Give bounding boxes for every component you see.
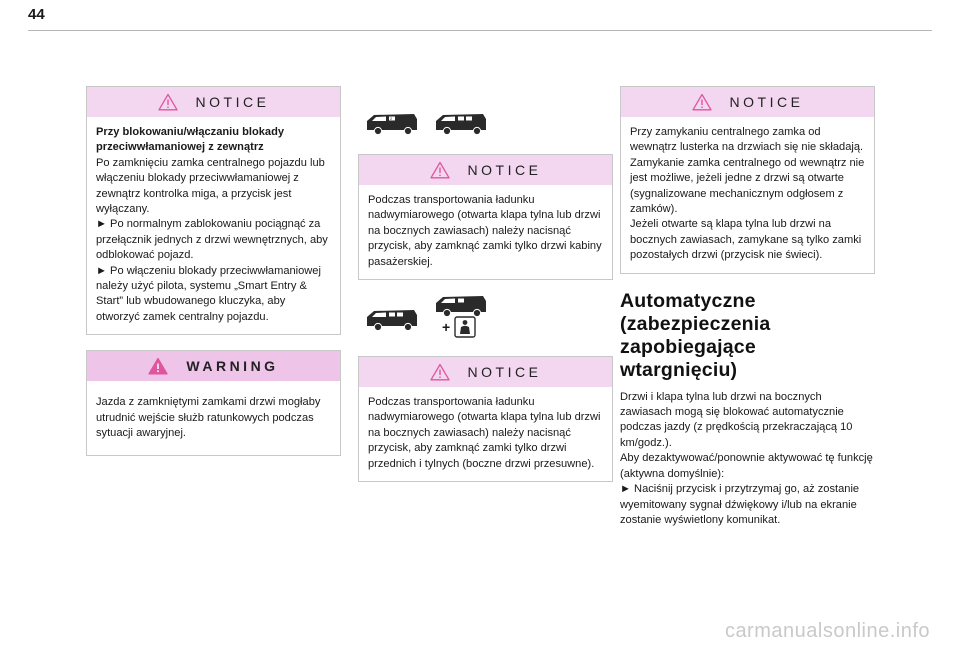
body-paragraph: Aby dezaktywować/ponownie aktywować tę funkcję (aktywna domyślnie): [620,452,873,480]
warning-text: Jazda z zamkniętymi zamkami drzwi mogłaby utrudnić wejście służb ratunkowych podczas sytuacji awaryjnej. [96,396,321,440]
plus-sign: + [442,319,451,336]
warning-header-label: WARNING [186,358,279,375]
notice-line: Zamykanie zamka centralnego od wewnątrz nie jest możliwe, jeżeli jedne z drzwi są otwarte (sygnalizowane mechanicznym odgłosem z zamków). [630,156,865,216]
warning-box [86,350,341,455]
notice-body [359,387,612,481]
notice-body [87,117,340,334]
notice-line: Jeżeli otwarte są klapa tylna lub drzwi na bocznych zawiasach, zamykane są tylko zamki pozostałych drzwi (przycisk nie świeci). [630,218,862,262]
van-icon [364,306,420,332]
notice-line: ► Po włączeniu blokady przeciwwłamaniowej należy użyć pilota, systemu „Smart Entry & Start” lub wbudowanego kluczyka, aby otworzyć zamek centralny pojazdu. [96,264,321,323]
notice-box-lock [86,86,341,335]
notice-box-cargo-1 [358,154,613,280]
column-2 [358,100,613,482]
svg-text:2: 2 [390,116,393,122]
column-1 [86,86,341,456]
notice-header [359,357,612,387]
van-icon [433,292,489,318]
notice-header-label: NOTICE [195,94,270,110]
notice-line: Po zamknięciu zamka centralnego pojazdu lub włączeniu blokady przeciwwłamaniowej z zewnątrz kontrolka miga, a przycisk jest wyłączany. [96,156,325,216]
body-paragraph: ► Naciśnij przycisk i przytrzymaj go, aż zostanie wyemitowany sygnał dźwiękowy i/lub na ekranie zostanie wyświetlony komunikat. [620,483,860,526]
page-number: 44 [28,6,45,23]
notice-body [621,117,874,273]
section-body [620,390,875,529]
notice-line: Przy zamykaniu centralnego zamka od wewnątrz lusterka na drzwiach się nie składają. [630,126,864,154]
notice-header [621,87,874,117]
seat-badge-icon [454,316,476,338]
warning-triangle-icon [148,357,168,375]
column-3 [620,86,875,528]
warning-triangle-icon [430,363,450,381]
notice-header-label: NOTICE [467,162,542,178]
warning-triangle-icon [430,161,450,179]
notice-header [87,87,340,117]
notice-text: Podczas transportowania ładunku nadwymiarowego (otwarta klapa tylna lub drzwi na bocznych zawiasach) należy nacisnąć przycisk, aby zamknąć zamki tylko drzwi kabiny pasażerskiej. [368,194,602,268]
warning-triangle-icon [692,93,712,111]
notice-header-label: NOTICE [729,94,804,110]
notice-text: Podczas transportowania ładunku nadwymiarowego (otwarta klapa tylna lub drzwi na bocznych zawiasach) należy nacisnąć przycisk, aby zamknąć zamki tylko drzwi przednich i tylnych (boczne drzwi przesuwne). [368,396,601,470]
notice-header [359,155,612,185]
notice-box-mirrors [620,86,875,274]
van-icon [433,110,489,136]
notice-box-cargo-2 [358,356,613,482]
top-rule [28,30,932,31]
warning-header [87,351,340,381]
warning-triangle-icon [158,93,178,111]
watermark: carmanualsonline.info [724,620,930,642]
warning-body [87,381,340,454]
notice-header-label: NOTICE [467,364,542,381]
van-icon [364,110,420,136]
van-illustration-2 [358,292,613,344]
notice-title: Przy blokowaniu/włączaniu blokady przeciwwłamaniowej z zewnątrz [96,126,285,154]
van-illustration-1 [358,104,613,142]
body-paragraph: Drzwi i klapa tylna lub drzwi na bocznych zawiasach mogą się blokować automatycznie podczas jazdy (z prędkością przekraczającą 10 km/godz.). [620,390,853,449]
section-heading: Automatyczne (zabezpieczenia zapobiegające wtargnięciu) [620,289,771,381]
notice-line: ► Po normalnym zablokowaniu pociągnąć za przełącznik jednych z drzwi wewnętrznych, aby odblokować pojazd. [96,218,328,262]
notice-body [359,185,612,279]
